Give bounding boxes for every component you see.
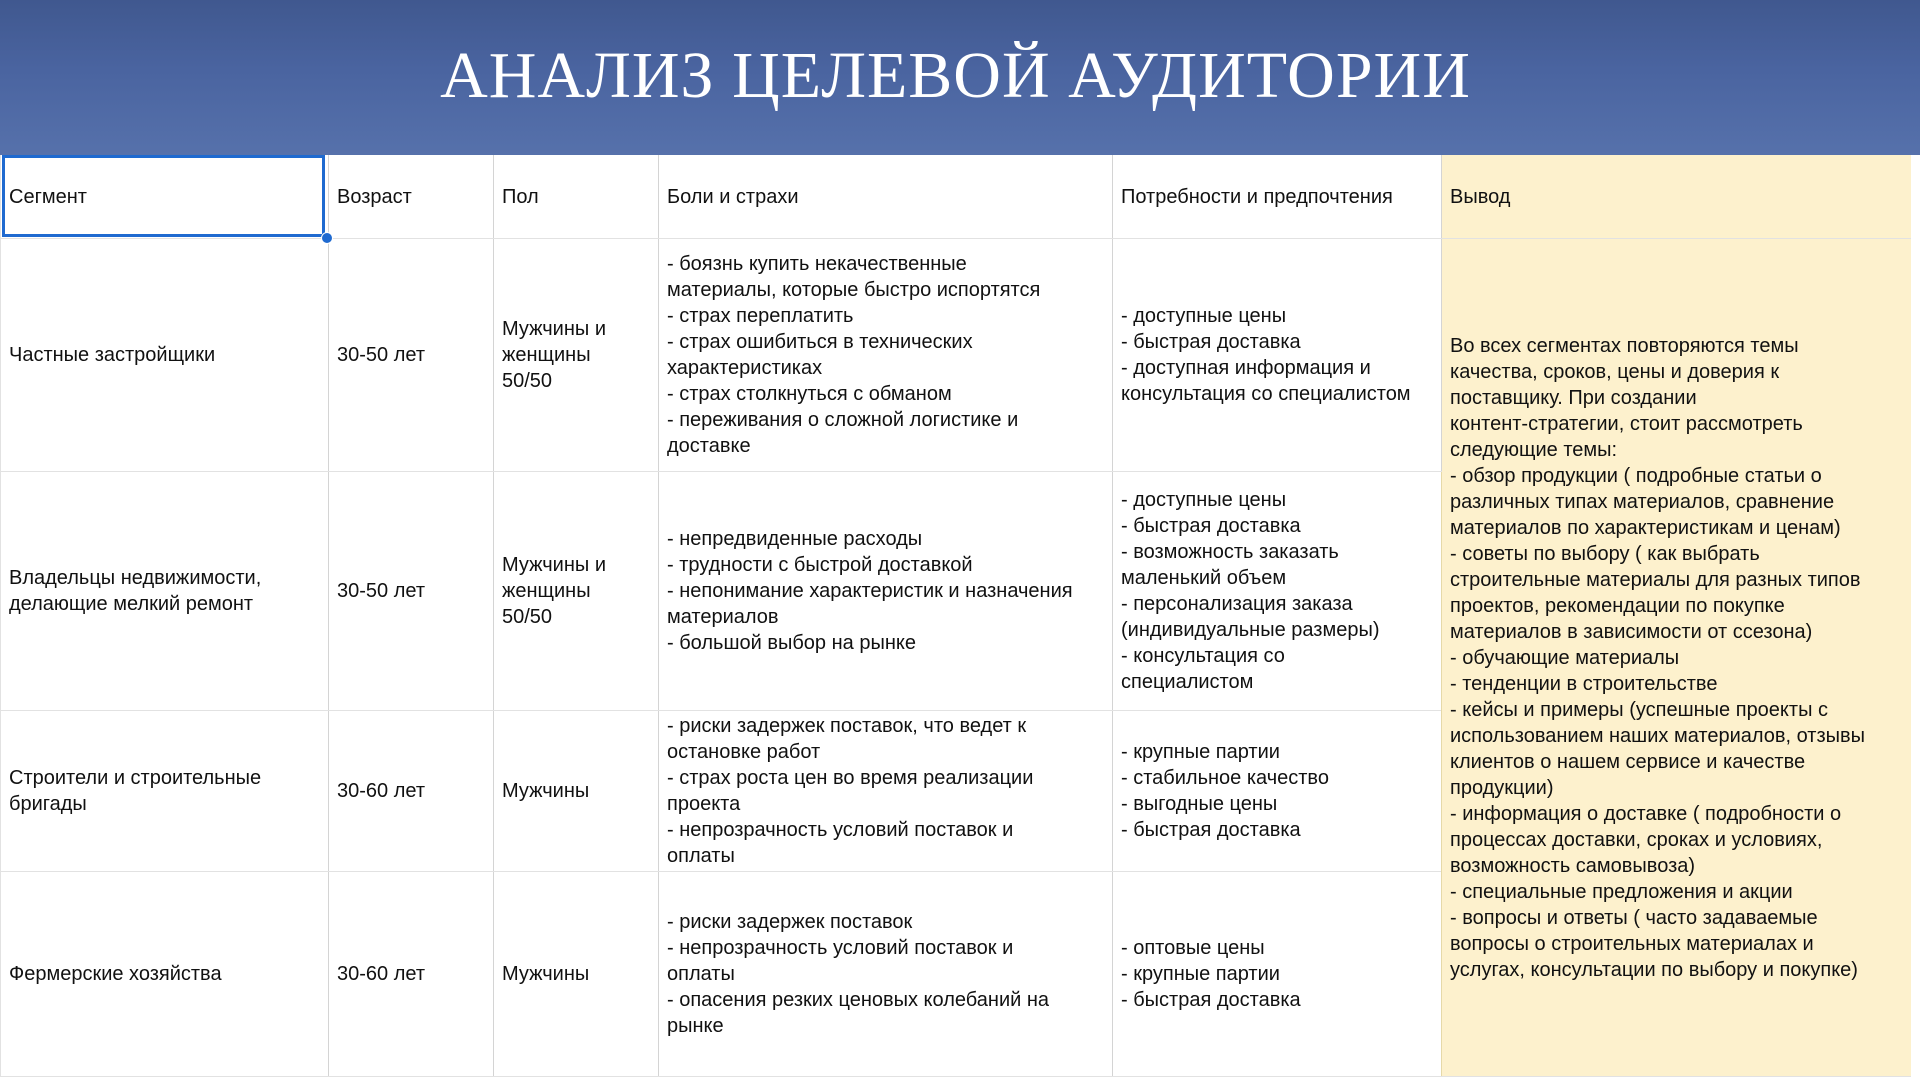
needs-cell[interactable]: - крупные партии - стабильное качество - выгодные цены - быстрая доставка [1113, 711, 1442, 872]
header-row [1, 155, 1912, 239]
header-cell-age[interactable]: Возраст [329, 155, 494, 239]
conclusion-cell[interactable]: Во всех сегментах повторяются темы качества, сроков, цены и доверия к поставщику. При создании контент-стратегии, стоит рассмотреть следующие темы: - обзор продукции ( подробные статьи о различных типах материалов, сравнение материалов по характеристикам и ценам) - советы по выбору ( как выбрать строительные материалы для разных типов проектов, рекомендации по покупке материалов в зависимости от ссезона) - обучающие материалы - тенденции в строительстве - кейсы и примеры (успешные проекты с использованием наших материалов, отзывы клиентов о нашем сервисе и качестве продукции) - информация о доставке ( подробности о процессах доставки, сроках и условиях, возможность самовывоза) - специальные предложения и акции - вопросы и ответы ( часто задаваемые вопросы о строительных материалах и услугах, консультации по выбору и покупке) [1442, 239, 1912, 1077]
header-cell-pains[interactable]: Боли и страхи [659, 155, 1113, 239]
needs-cell[interactable]: - оптовые цены - крупные партии - быстрая доставка [1113, 872, 1442, 1077]
header-cell-gender[interactable]: Пол [494, 155, 659, 239]
needs-cell[interactable]: - доступные цены - быстрая доставка - доступная информация и консультация со специалистом [1113, 239, 1442, 472]
header-cell-segment[interactable]: Сегмент [1, 155, 329, 239]
gender-cell[interactable]: Мужчины [494, 711, 659, 872]
age-cell[interactable]: 30-60 лет [329, 872, 494, 1077]
age-cell[interactable]: 30-50 лет [329, 472, 494, 711]
audience-analysis-table [0, 155, 1912, 1077]
pains-cell[interactable]: - непредвиденные расходы - трудности с быстрой доставкой - непонимание характеристик и назначения материалов - большой выбор на рынке [659, 472, 1113, 711]
right-edge-strip [1911, 155, 1920, 1080]
title-banner [0, 0, 1920, 155]
segment-cell[interactable]: Строители и строительные бригады [1, 711, 329, 872]
slide-title: АНАЛИЗ ЦЕЛЕВОЙ АУДИТОРИИ [440, 39, 1471, 112]
segment-cell[interactable]: Фермерские хозяйства [1, 872, 329, 1077]
spreadsheet-table-area [0, 155, 1920, 1080]
header-cell-conclusion[interactable]: Вывод [1442, 155, 1912, 239]
age-cell[interactable]: 30-50 лет [329, 239, 494, 472]
table-row [1, 239, 1912, 472]
pains-cell[interactable]: - боязнь купить некачественные материалы, которые быстро испортятся - страх переплатить - страх ошибиться в технических характеристиках - страх столкнуться с обманом - переживания о сложной логистике и доставке [659, 239, 1113, 472]
gender-cell[interactable]: Мужчины и женщины 50/50 [494, 472, 659, 711]
segment-cell[interactable]: Владельцы недвижимости, делающие мелкий ремонт [1, 472, 329, 711]
gender-cell[interactable]: Мужчины и женщины 50/50 [494, 239, 659, 472]
selection-fill-handle[interactable] [321, 232, 333, 244]
pains-cell[interactable]: - риски задержек поставок - непрозрачность условий поставок и оплаты - опасения резких ценовых колебаний на рынке [659, 872, 1113, 1077]
header-cell-needs[interactable]: Потребности и предпочтения [1113, 155, 1442, 239]
age-cell[interactable]: 30-60 лет [329, 711, 494, 872]
needs-cell[interactable]: - доступные цены - быстрая доставка - возможность заказать маленький объем - персонализация заказа (индивидуальные размеры) - консультация со специалистом [1113, 472, 1442, 711]
pains-cell[interactable]: - риски задержек поставок, что ведет к остановке работ - страх роста цен во время реализации проекта - непрозрачность условий поставок и оплаты [659, 711, 1113, 872]
segment-cell[interactable]: Частные застройщики [1, 239, 329, 472]
gender-cell[interactable]: Мужчины [494, 872, 659, 1077]
